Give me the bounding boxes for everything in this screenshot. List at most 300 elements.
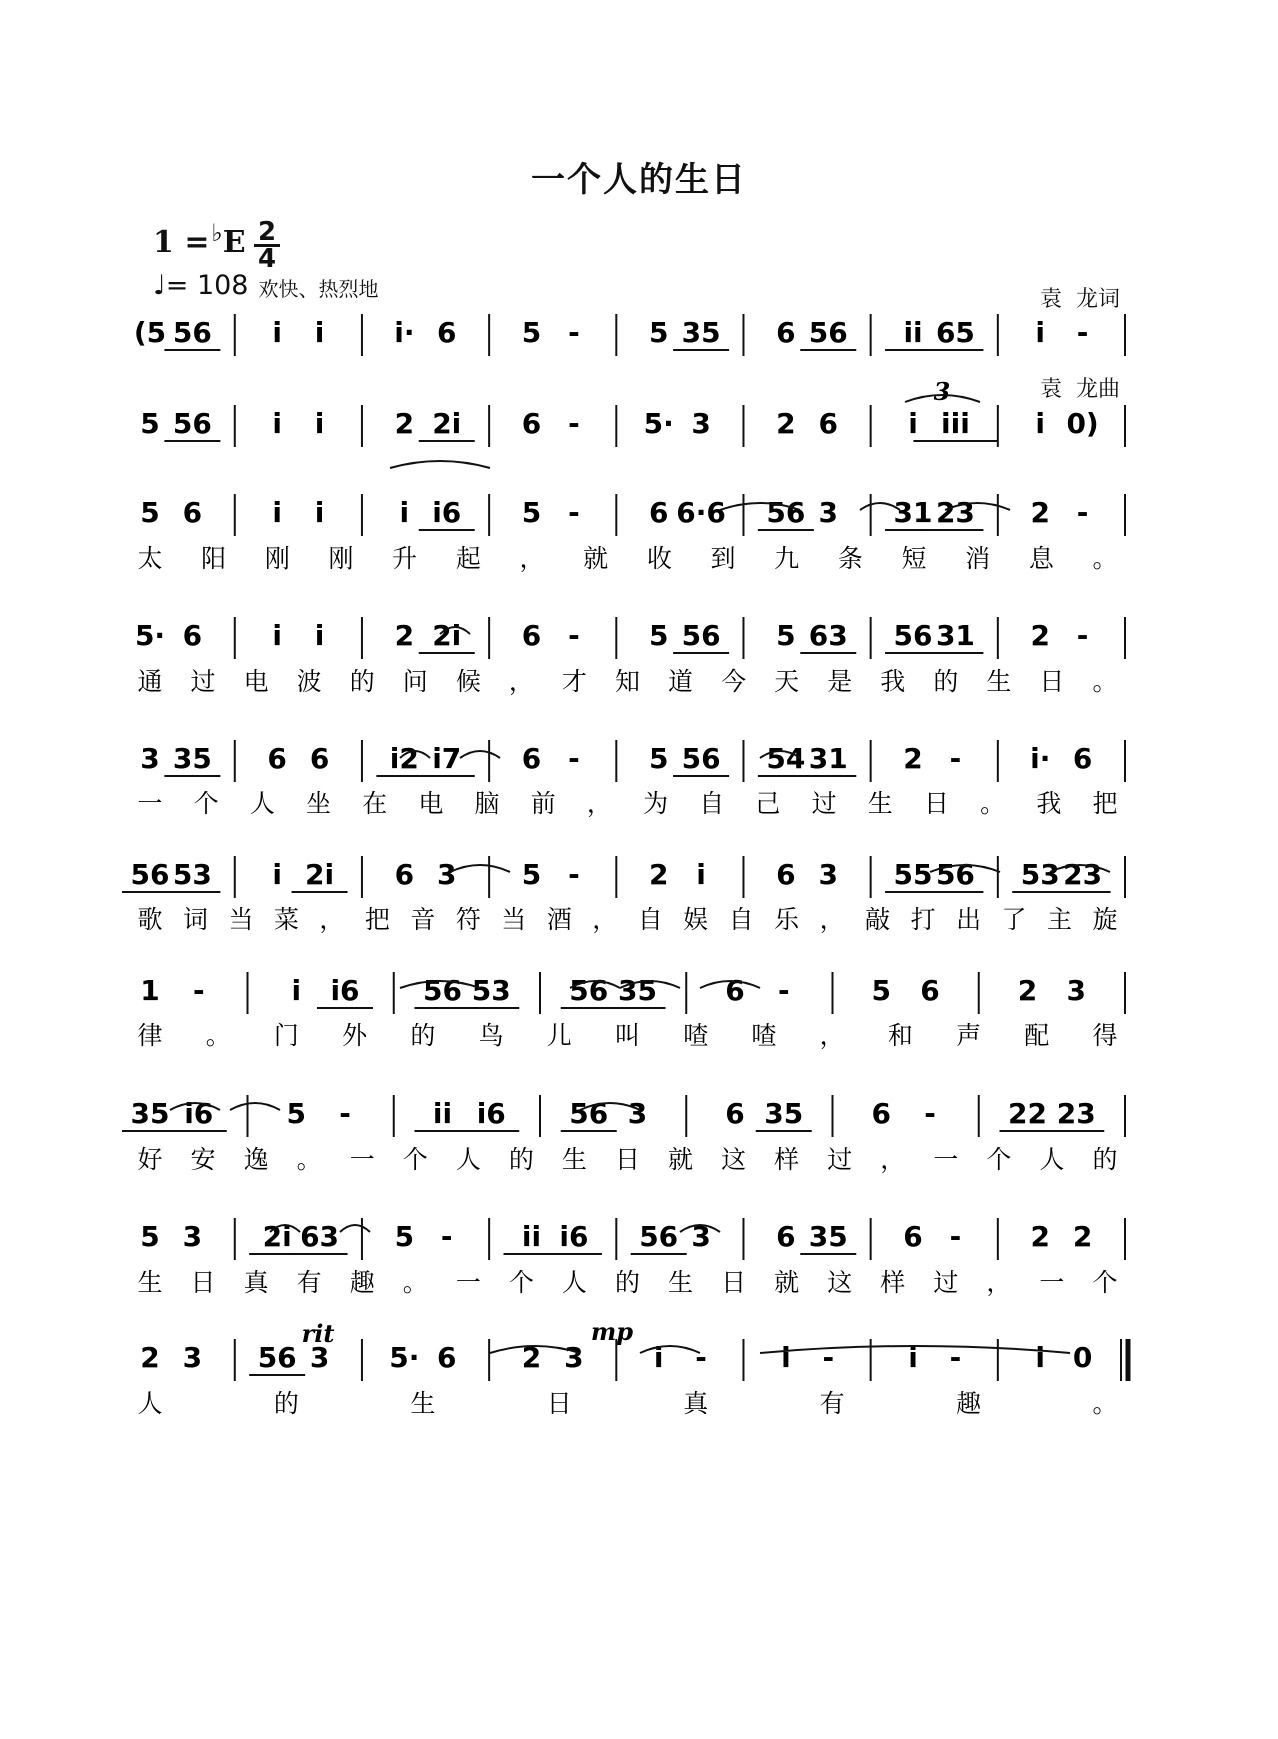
lyric-char: 问 <box>402 667 428 696</box>
lyric-char: 个 <box>402 1145 428 1174</box>
rit-marking: rit <box>301 1319 335 1348</box>
lyric-char: 人 <box>561 1268 587 1297</box>
lyric-char: 得 <box>1092 1021 1118 1050</box>
note-group: ii <box>521 1220 542 1253</box>
lyric-char: 今 <box>721 667 747 696</box>
note-group: 2 <box>1030 1220 1050 1253</box>
lyric-char: 出 <box>956 905 982 934</box>
note-group: 31 <box>935 619 975 652</box>
note-group: 2 <box>394 619 415 652</box>
note-group: i <box>1035 1341 1046 1374</box>
note-group: 3 <box>691 1220 711 1253</box>
note-group: 3 <box>309 1341 330 1374</box>
note-group: 56 <box>681 742 721 775</box>
slur <box>230 1103 280 1110</box>
note-group: 35 <box>618 974 657 1007</box>
lyric-char: 趣 <box>956 1389 982 1418</box>
lyric-char: 。 <box>205 1021 231 1050</box>
note-group: 54 <box>766 742 806 775</box>
lyric-char: 的 <box>508 1145 534 1174</box>
note-group: 6 <box>182 496 203 529</box>
lyric-char: 趣 <box>349 1268 375 1297</box>
note-group: - <box>949 1220 962 1253</box>
note-group: i2 <box>389 742 419 775</box>
note-group: (5 <box>133 316 167 349</box>
note-group: 56 <box>257 1341 297 1374</box>
quarter-note-icon: ♩ <box>153 270 166 301</box>
note-group: 56 <box>893 619 933 652</box>
note-group: - <box>1076 496 1089 529</box>
note-group: 35 <box>681 316 721 349</box>
note-group: i6 <box>184 1097 214 1130</box>
note-group: 35 <box>764 1097 804 1130</box>
lyric-char: 过 <box>811 789 837 818</box>
lyric-char: 一 <box>933 1145 959 1174</box>
note-group: 3 <box>436 858 457 891</box>
lyric-char: 过 <box>190 667 216 696</box>
note-group: 5 <box>140 407 160 440</box>
flat-icon: ♭ <box>211 218 223 247</box>
note-group: - <box>949 1341 962 1374</box>
note-group: 6 <box>903 1220 923 1253</box>
lyric-char: 一 <box>1039 1268 1065 1297</box>
note-group: - <box>568 858 580 891</box>
lyric-char: 息 <box>1028 544 1054 573</box>
note-group: 63 <box>300 1220 340 1253</box>
lyric-char: 这 <box>827 1268 853 1297</box>
note-group: 5 <box>871 974 891 1007</box>
lyric-char: 一 <box>349 1145 375 1174</box>
note-group: 22 <box>1008 1097 1047 1130</box>
note-group: - <box>695 1341 707 1374</box>
note-group: ii <box>903 316 923 349</box>
note-group: 31 <box>893 496 933 529</box>
lyric-char: 坐 <box>306 789 332 818</box>
note-group: 3 <box>627 1097 648 1130</box>
note-group: - <box>924 1097 936 1130</box>
lyric-char: 词 <box>182 905 208 934</box>
lyric-char: ， <box>880 1145 906 1174</box>
lyric-char: 。 <box>296 1145 322 1174</box>
lyric-char: 我 <box>880 667 906 696</box>
lyric-char: 消 <box>965 544 991 573</box>
note-group: 56 <box>808 316 848 349</box>
time-sig-top: 2 <box>257 217 277 247</box>
note-group: 3 <box>1066 974 1086 1007</box>
lyric-char: 前 <box>530 789 556 818</box>
lyric-char: 好 <box>137 1145 163 1174</box>
note-group: - <box>440 1220 453 1253</box>
lyric-char: 生 <box>668 1268 694 1297</box>
lyric-char: 的 <box>933 667 959 696</box>
note-group: 56 <box>766 496 806 529</box>
lyric-char: 外 <box>342 1021 368 1050</box>
note-group: 56 <box>935 858 975 891</box>
note-group: - <box>192 974 205 1007</box>
lyric-char: 主 <box>1047 905 1073 934</box>
note-group: 6 <box>267 742 287 775</box>
lyric-char: 过 <box>827 1145 853 1174</box>
note-group: 35 <box>172 742 212 775</box>
lyric-char: ， <box>819 1021 845 1050</box>
lyric-char: ， <box>586 789 612 818</box>
lyric-char: 生 <box>137 1268 163 1297</box>
note-group: 5 <box>648 742 669 775</box>
note-group: 2 <box>1030 619 1050 652</box>
lyric-char: 门 <box>273 1021 299 1050</box>
lyric-char: 真 <box>683 1389 709 1418</box>
lyric-char: 知 <box>614 667 641 696</box>
note-group: i <box>272 496 282 529</box>
lyric-char: 音 <box>410 905 436 934</box>
lyric-char: 短 <box>901 544 927 573</box>
lyric-char: 日 <box>614 1145 641 1174</box>
note-group: 2 <box>1030 496 1050 529</box>
note-group: 2i <box>432 619 462 652</box>
note-group: 2i <box>432 407 462 440</box>
lyric-char: 生 <box>867 789 893 818</box>
lyric-char: 通 <box>137 667 163 696</box>
lyric-char: 日 <box>546 1389 572 1418</box>
note-group: 6 <box>920 974 940 1007</box>
lyric-char: 生 <box>410 1389 436 1418</box>
note-group: 56 <box>423 974 462 1007</box>
song-title: 一个人的生日 <box>531 160 747 200</box>
note-group: 6 <box>436 1341 457 1374</box>
lyric-char: 当 <box>228 905 254 934</box>
note-group: 56 <box>569 1097 609 1130</box>
note-group: 2i <box>262 1220 292 1253</box>
mp-marking: mp <box>590 1317 634 1346</box>
note-group: - <box>1076 619 1089 652</box>
note-group: i6 <box>330 974 360 1007</box>
note-group: i· <box>1030 742 1051 775</box>
note-group: 56 <box>172 316 212 349</box>
lyric-char: 自 <box>637 905 663 934</box>
lyric-char: 喳 <box>683 1021 709 1050</box>
note-group: i <box>908 407 918 440</box>
note-group: 6 <box>1072 742 1093 775</box>
lyric-char: 逸 <box>243 1145 269 1174</box>
lyric-char: 。 <box>1092 667 1118 696</box>
note-group: 6 <box>521 619 542 652</box>
note-group: i6 <box>476 1097 506 1130</box>
lyric-char: 。 <box>1092 1389 1118 1418</box>
lyric-char: 道 <box>668 667 694 696</box>
lyric-char: 律 <box>137 1021 163 1050</box>
note-group: i <box>272 858 282 891</box>
note-group: ii <box>432 1097 453 1130</box>
note-group: 2 <box>776 407 796 440</box>
lyric-char: ， <box>819 905 845 934</box>
lyric-char: 。 <box>1092 544 1118 573</box>
note-group: 65 <box>935 316 975 349</box>
note-group: 6 <box>436 316 457 349</box>
note-group: 56 <box>172 407 212 440</box>
lyric-char: 生 <box>561 1145 587 1174</box>
lyric-char: 日 <box>190 1268 216 1297</box>
lyric-char: 升 <box>392 544 418 573</box>
lyric-char: 娱 <box>683 905 709 934</box>
note-group: 53 <box>471 974 511 1007</box>
note-group: - <box>777 974 790 1007</box>
note-group: - <box>949 742 962 775</box>
note-group: 23 <box>935 496 975 529</box>
lyric-char: 日 <box>721 1268 747 1297</box>
lyric-char: 个 <box>986 1145 1012 1174</box>
note-group: - <box>568 619 580 652</box>
lyric-char: 自 <box>728 905 754 934</box>
note-group: 56 <box>639 1220 679 1253</box>
note-group: - <box>568 407 580 440</box>
note-group: 5 <box>648 619 669 652</box>
note-group: 5 <box>140 1220 160 1253</box>
note-group: i <box>1035 316 1046 349</box>
note-group: i <box>291 974 302 1007</box>
lyric-char: 人 <box>1039 1145 1065 1174</box>
note-group: iii <box>941 407 970 440</box>
lyric-char: 过 <box>933 1268 959 1297</box>
lyric-char: 把 <box>364 905 390 934</box>
lyric-char: 为 <box>643 789 669 818</box>
note-group: 6 <box>725 1097 745 1130</box>
slur <box>460 751 500 758</box>
note-group: 6 <box>818 407 839 440</box>
lyric-char: 喳 <box>751 1021 777 1050</box>
note-group: 56 <box>681 619 721 652</box>
note-group: 23 <box>1056 1097 1096 1130</box>
lyric-char: 九 <box>774 544 800 573</box>
lyric-char: 鸟 <box>478 1021 504 1050</box>
note-group: 2 <box>1017 974 1038 1007</box>
note-group: 53 <box>172 858 212 891</box>
lyric-char: 候 <box>455 667 481 696</box>
lyric-char: ， <box>519 544 545 573</box>
note-group: 53 <box>1020 858 1060 891</box>
lyric-char: 有 <box>819 1389 845 1418</box>
note-group: 6 <box>725 974 745 1007</box>
lyric-char: 是 <box>827 667 853 696</box>
lyric-char: 波 <box>296 667 322 696</box>
lyric-char: 人 <box>455 1145 481 1174</box>
note-group: 6 <box>776 858 796 891</box>
note-group: - <box>822 1341 835 1374</box>
lyric-char: 的 <box>1092 1145 1118 1174</box>
lyric-char: 的 <box>614 1268 641 1297</box>
note-group: 3 <box>140 742 160 775</box>
note-group: 23 <box>1063 858 1103 891</box>
lyric-char: 天 <box>774 667 800 696</box>
note-group: - <box>568 496 580 529</box>
note-group: i6 <box>559 1220 589 1253</box>
note-group: 3 <box>182 1341 203 1374</box>
note-group: 5· <box>389 1341 420 1374</box>
lyric-char: 条 <box>837 544 863 573</box>
lyric-char: 叫 <box>614 1021 641 1050</box>
note-group: 5 <box>140 496 160 529</box>
slur <box>390 461 490 468</box>
lyric-char: 起 <box>455 544 481 573</box>
note-group: 6 <box>521 742 542 775</box>
note-group: 55 <box>893 858 933 891</box>
lyric-char: 这 <box>721 1145 747 1174</box>
lyric-char: 符 <box>455 905 481 934</box>
note-group: 5 <box>648 316 669 349</box>
note-group: i <box>314 316 325 349</box>
lyric-char: 乐 <box>774 905 800 934</box>
lyric-char: 电 <box>243 667 269 696</box>
note-group: 3 <box>818 496 839 529</box>
note-group: 5 <box>286 1097 306 1130</box>
note-group: 2 <box>394 407 415 440</box>
lyric-char: 就 <box>774 1268 800 1297</box>
note-group: 3 <box>818 858 839 891</box>
note-group: i6 <box>432 496 462 529</box>
lyric-char: 。 <box>402 1268 428 1297</box>
key-letter: E <box>222 225 246 260</box>
lyric-char: 打 <box>910 905 936 934</box>
lyric-char: 当 <box>501 905 527 934</box>
note-group: 6 <box>309 742 330 775</box>
lyric-char: 和 <box>887 1021 913 1050</box>
lyric-char: 生 <box>986 667 1012 696</box>
note-group: 6 <box>776 316 796 349</box>
lyric-char: 了 <box>1001 905 1027 934</box>
lyric-char: 的 <box>349 667 375 696</box>
note-group: 2 <box>1072 1220 1093 1253</box>
lyric-char: 。 <box>980 789 1006 818</box>
note-group: 2 <box>903 742 923 775</box>
note-group: i <box>1035 407 1046 440</box>
lyric-char: 的 <box>410 1021 436 1050</box>
note-group: i <box>314 619 325 652</box>
note-group: 3 <box>691 407 711 440</box>
lyric-char: 酒 <box>546 905 572 934</box>
note-group: 5· <box>643 407 674 440</box>
note-group: 6 <box>394 858 415 891</box>
slur <box>340 1225 370 1232</box>
note-group: 5· <box>134 619 166 652</box>
lyric-char: 电 <box>418 789 444 818</box>
lyric-char: 儿 <box>546 1021 572 1050</box>
note-group: 5 <box>394 1220 415 1253</box>
note-group: - <box>1076 316 1089 349</box>
note-group: - <box>568 316 580 349</box>
note-group: 6 <box>521 407 542 440</box>
lyric-char: 阳 <box>201 544 227 573</box>
lyric-char: 歌 <box>137 905 163 934</box>
note-group: i <box>272 407 282 440</box>
note-group: 1 <box>140 974 160 1007</box>
lyric-char: 日 <box>923 789 949 818</box>
note-group: 2 <box>140 1341 160 1374</box>
note-group: i <box>908 1341 918 1374</box>
composer: 袁 龙曲 <box>1040 377 1120 402</box>
lyric-char: ， <box>319 905 345 934</box>
lyric-char: 人 <box>249 789 275 818</box>
note-group: 5 <box>776 619 796 652</box>
lyric-char: 敲 <box>865 905 891 934</box>
slur <box>640 1346 700 1353</box>
note-group: i <box>272 316 282 349</box>
lyric-char: 一 <box>455 1268 481 1297</box>
lyric-char: 有 <box>296 1268 322 1297</box>
note-group: 6 <box>871 1097 891 1130</box>
lyric-char: 脑 <box>474 789 500 818</box>
note-group: 6·6 <box>676 496 726 529</box>
slur <box>450 865 510 872</box>
lyric-char: 己 <box>755 789 781 818</box>
lyric-char: 个 <box>508 1268 534 1297</box>
note-group: 5 <box>521 496 542 529</box>
note-group: 0) <box>1066 407 1099 440</box>
note-group: i <box>696 858 706 891</box>
note-group: 35 <box>130 1097 170 1130</box>
lyric-char: 才 <box>561 667 587 696</box>
note-group: 6 <box>776 1220 796 1253</box>
lyric-char: 自 <box>699 789 725 818</box>
note-group: 5 <box>521 858 542 891</box>
lyric-char: ， <box>986 1268 1012 1297</box>
lyric-char: 刚 <box>264 544 290 573</box>
lyric-char: 真 <box>243 1268 269 1297</box>
note-group: i <box>653 1341 664 1374</box>
lyric-char: 把 <box>1092 789 1118 818</box>
note-group: 3 <box>564 1341 584 1374</box>
tempo-bpm: = 108 <box>165 270 249 301</box>
note-group: 56 <box>130 858 170 891</box>
lyric-char: 的 <box>273 1389 299 1418</box>
note-group: 63 <box>808 619 848 652</box>
lyric-char: 人 <box>137 1389 163 1418</box>
note-group: 0 <box>1072 1341 1093 1374</box>
lyric-char: 菜 <box>273 905 299 934</box>
note-group: 6 <box>648 496 669 529</box>
lyric-char: 样 <box>774 1145 800 1174</box>
note-group: 2 <box>648 858 669 891</box>
note-group: i7 <box>432 742 462 775</box>
lyric-char: 收 <box>646 544 672 573</box>
lyric-char: 日 <box>1039 667 1065 696</box>
lyric-char: 安 <box>190 1145 216 1174</box>
lyric-char: 一 <box>137 789 163 818</box>
note-group: 35 <box>808 1220 848 1253</box>
note-group: 2i <box>305 858 335 891</box>
note-group: i· <box>394 316 415 349</box>
lyric-char: 刚 <box>328 544 354 573</box>
note-group: - <box>568 742 580 775</box>
lyric-char: 到 <box>710 544 736 573</box>
lyric-char: 就 <box>583 544 609 573</box>
note-group: 56 <box>569 974 609 1007</box>
lyric-char: 样 <box>880 1268 906 1297</box>
note-group: 31 <box>808 742 848 775</box>
note-group: 2 <box>521 1341 542 1374</box>
lyric-char: ， <box>592 905 618 934</box>
note-group: i <box>314 496 325 529</box>
lyricist: 袁 龙词 <box>1040 287 1120 312</box>
note-group: i <box>314 407 325 440</box>
note-group: 5 <box>521 316 542 349</box>
lyric-char: 配 <box>1024 1021 1050 1050</box>
lyric-char: 个 <box>193 789 219 818</box>
note-group: i <box>399 496 410 529</box>
lyric-char: 旋 <box>1092 905 1118 934</box>
lyric-char: 个 <box>1092 1268 1118 1297</box>
note-group: i <box>781 1341 791 1374</box>
key-prefix: 1 = <box>153 225 210 260</box>
triplet-mark: 3 <box>933 377 951 406</box>
